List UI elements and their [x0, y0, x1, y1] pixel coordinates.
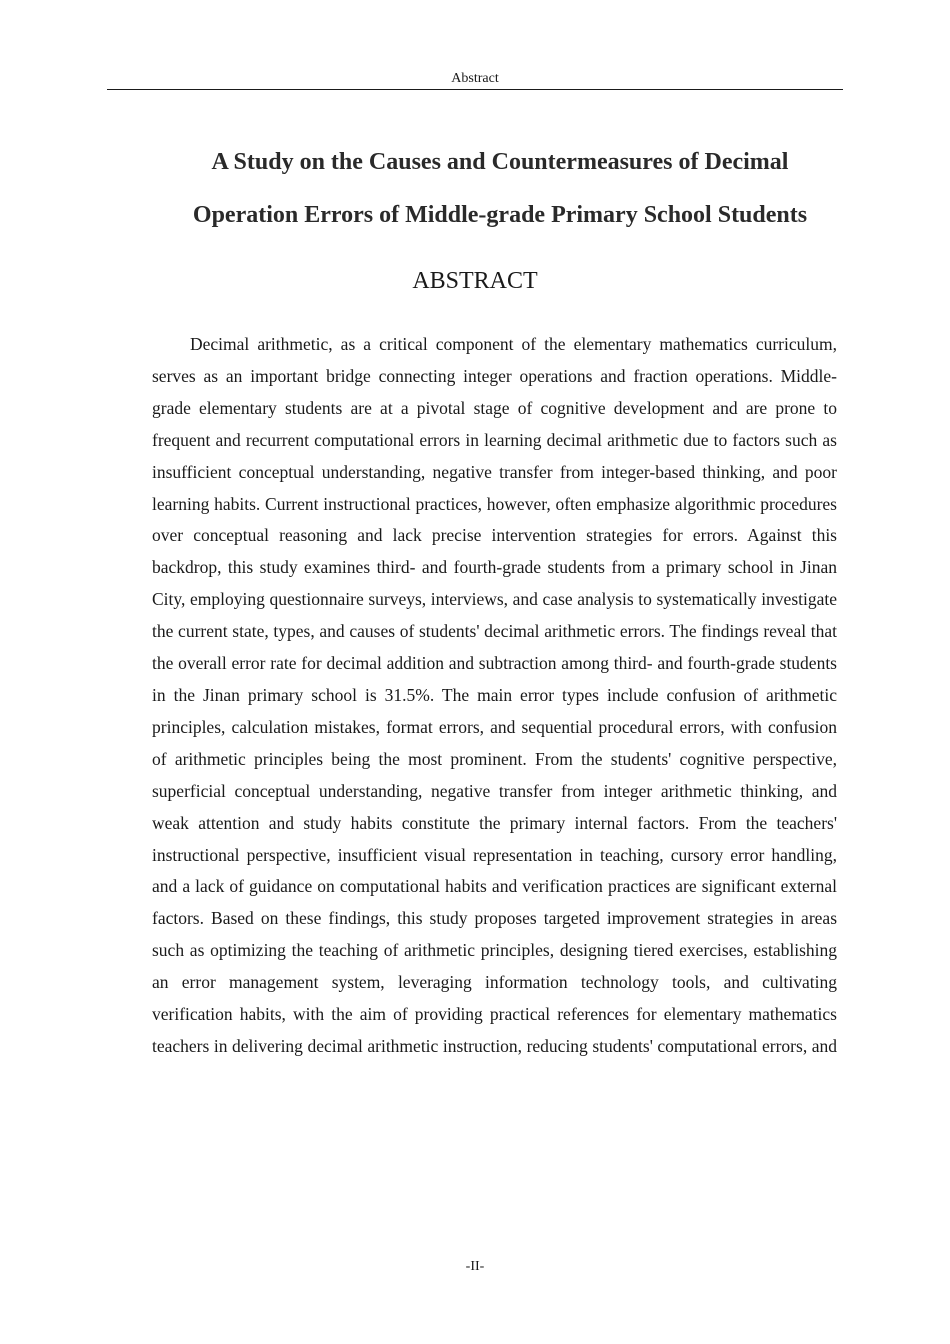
abstract-body: Decimal arithmetic, as a critical component of the elementary mathematics curriculum, serves as an important bridge connecting integer operations and fraction operations. Middle-grade elementary students are at a pivotal stage of cognitive development and are prone to frequent and recurrent computational errors in learning decimal arithmetic due to factors such as insufficient conceptual understanding, negative transfer from integer-based thinking, and poor learning habits. Current instructional practices, however, often emphasize algorithmic procedures over conceptual reasoning and lack precise intervention strategies for errors. Against this backdrop, this study examines third- and fourth-grade students from a primary school in Jinan City, employing questionnaire surveys, interviews, and case analysis to systematically investigate the current state, types, and causes of students' decimal arithmetic errors. The findings reveal that the overall error rate for decimal addition and subtraction among third- and fourth-grade students in the Jinan primary school is 31.5%. The main error types include confusion of arithmetic principles, calculation mistakes, format errors, and sequential procedural errors, with confusion of arithmetic principles being the most prominent. From the students' cognitive perspective, superficial conceptual understanding, negative transfer from integer arithmetic thinking, and weak attention and study habits constitute the primary internal factors. From the teachers' instructional perspective, insufficient visual representation in teaching, cursory error handling, and a lack of guidance on computational habits and verification practices are significant external factors. Based on these findings, this study proposes targeted improvement strategies in areas such as optimizing the teaching of arithmetic principles, designing tiered exercises, establishing an error management system, leveraging information technology tools, and cultivating verification habits, with the aim of providing practical references for elementary mathematics teachers in delivering decimal arithmetic instruction, reducing students' computational errors, and — [152, 334, 837, 1056]
running-header: Abstract — [451, 71, 499, 86]
header-rule — [107, 89, 843, 90]
abstract-heading: ABSTRACT — [412, 268, 538, 294]
page-number: -II- — [465, 1259, 485, 1274]
paper-title-line-2: Operation Errors of Middle-grade Primary School Students — [192, 202, 808, 228]
paper-title — [120, 136, 880, 242]
paper-title-line-1: A Study on the Causes and Countermeasures of Decimal — [211, 149, 789, 175]
